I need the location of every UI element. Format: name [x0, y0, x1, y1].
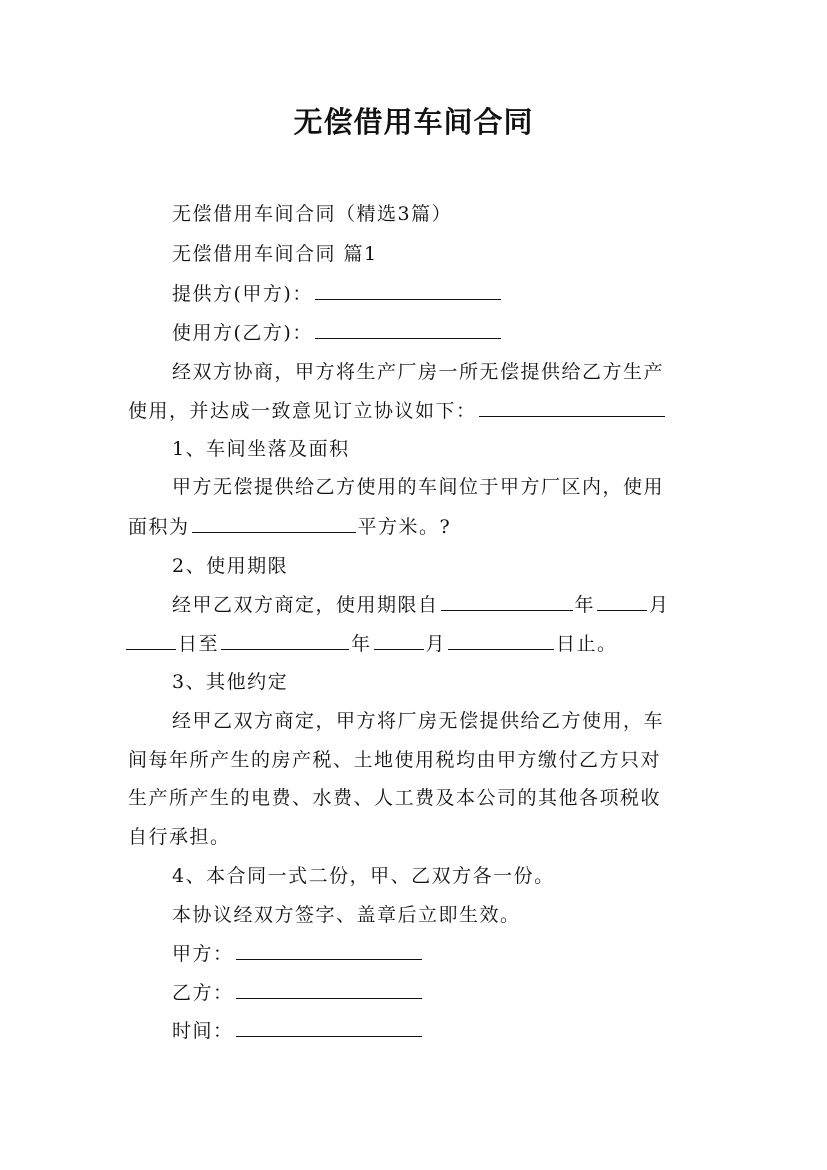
sign-party-b	[172, 978, 424, 1005]
section-3-line-1: 经甲乙双方商定，甲方将厂房无偿提供给乙方使用，车	[172, 710, 665, 732]
area-unit: 平方米。?	[357, 516, 452, 538]
part-heading: 无偿借用车间合同 篇1	[172, 243, 378, 265]
section-2-line-1	[172, 590, 670, 617]
intro-line-2-text: 使用，并达成一致意见订立协议如下：	[128, 400, 477, 422]
sign-time-label: 时间：	[172, 1020, 234, 1042]
day-to-label: 日至	[178, 633, 220, 655]
subtitle: 无偿借用车间合同（精选3篇）	[172, 203, 453, 225]
start-year-label: 年	[574, 594, 596, 616]
sign-party-a	[172, 939, 424, 966]
party-b-blank[interactable]	[315, 319, 501, 339]
start-day-blank[interactable]	[126, 630, 176, 650]
section-2-line-2	[126, 629, 618, 656]
section-1-heading: 1、车间坐落及面积	[172, 438, 350, 460]
section-1-line-2	[128, 512, 451, 539]
start-year-blank[interactable]	[441, 591, 573, 611]
agreement-blank[interactable]	[479, 397, 665, 417]
section-4-line: 4、本合同一式二份，甲、乙双方各一份。	[172, 865, 555, 887]
document-title: 无偿借用车间合同	[293, 105, 534, 139]
section-3-line-4: 自行承担。	[128, 826, 231, 848]
end-year-blank[interactable]	[221, 630, 349, 650]
party-b-label: 使用方(乙方)：	[172, 322, 313, 344]
start-month-blank[interactable]	[597, 591, 647, 611]
period-label: 经甲乙双方商定，使用期限自	[172, 594, 439, 616]
end-month-label: 月	[425, 633, 447, 655]
intro-line-2	[128, 396, 667, 423]
sign-time	[172, 1016, 424, 1043]
effective-line: 本协议经双方签字、盖章后立即生效。	[172, 904, 521, 926]
party-b-line	[172, 318, 503, 345]
end-day-label: 日止。	[556, 633, 618, 655]
end-year-label: 年	[351, 633, 372, 655]
party-a-label: 提供方(甲方)：	[172, 283, 313, 305]
sign-time-blank[interactable]	[236, 1017, 422, 1037]
party-a-blank[interactable]	[315, 280, 501, 300]
area-blank[interactable]	[192, 513, 356, 533]
section-3-line-3: 生产所产生的电费、水费、人工费及本公司的其他各项税收	[128, 787, 662, 809]
sign-party-b-blank[interactable]	[236, 979, 422, 999]
section-2-heading: 2、使用期限	[172, 555, 289, 577]
intro-line-1: 经双方协商，甲方将生产厂房一所无偿提供给乙方生产	[172, 361, 665, 383]
sign-party-a-blank[interactable]	[236, 940, 422, 960]
section-3-line-2: 间每年所产生的房产税、土地使用税均由甲方缴付乙方只对	[128, 749, 662, 771]
area-label: 面积为	[128, 516, 190, 538]
sign-party-a-label: 甲方：	[172, 943, 234, 965]
party-a-line	[172, 279, 503, 306]
end-day-blank[interactable]	[448, 630, 554, 650]
section-3-heading: 3、其他约定	[172, 671, 289, 693]
section-1-line-1: 甲方无偿提供给乙方使用的车间位于甲方厂区内，使用	[172, 476, 665, 498]
end-month-blank[interactable]	[374, 630, 424, 650]
start-month-label: 月	[649, 594, 670, 616]
sign-party-b-label: 乙方：	[172, 982, 234, 1004]
